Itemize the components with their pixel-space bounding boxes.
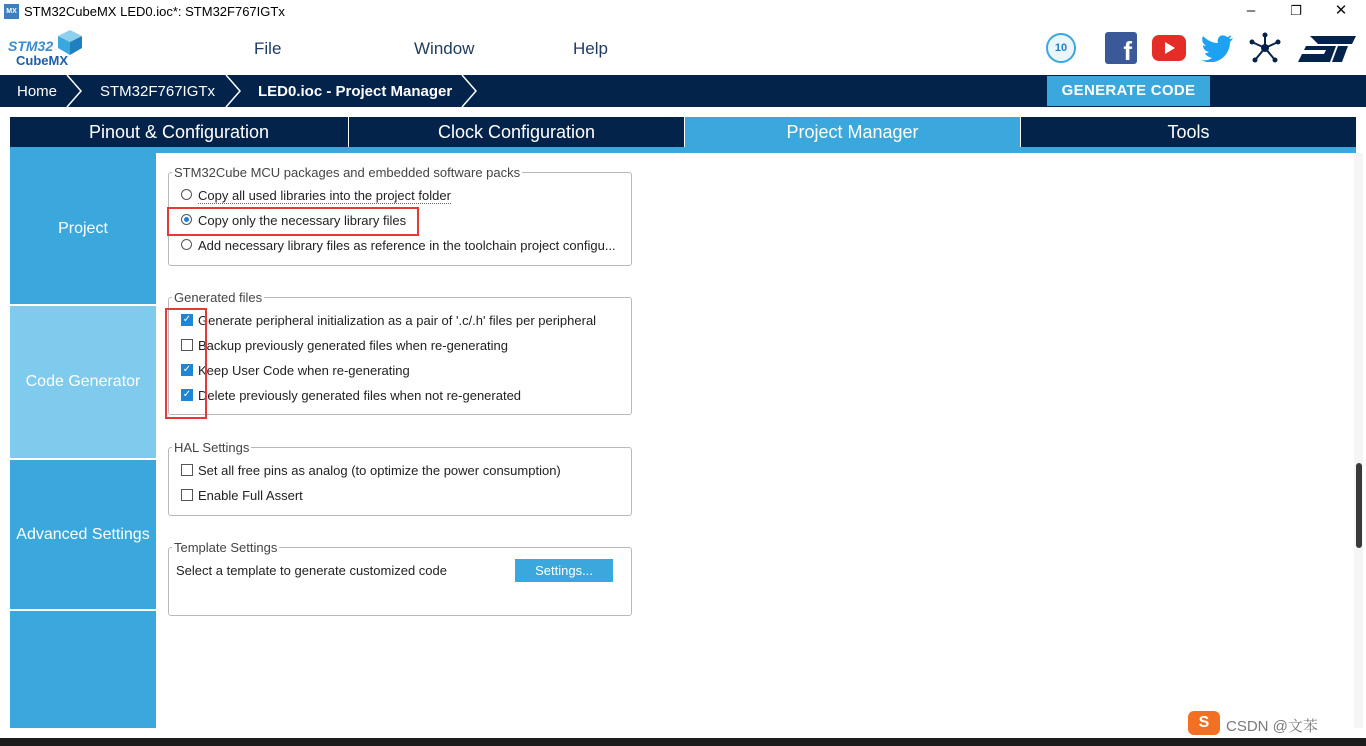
breadcrumb-mcu[interactable]: STM32F767IGTx (100, 83, 216, 100)
minimize-button[interactable]: – (1246, 2, 1256, 19)
chevron-right-icon (223, 75, 243, 107)
radio-copy-all[interactable] (181, 189, 192, 200)
option-free-pins-analog-label[interactable]: Set all free pins as analog (to optimize the power consumption) (198, 463, 561, 478)
checkbox-full-assert[interactable] (181, 489, 193, 501)
logo-line2: CubeMX (16, 53, 68, 68)
sidebar-item-code-generator[interactable]: Code Generator (10, 306, 156, 458)
st-logo-icon[interactable] (1298, 34, 1356, 64)
sogou-s-icon: S (1188, 711, 1220, 735)
checkbox-keep-user-code[interactable]: ✓ (182, 364, 192, 375)
chevron-right-icon (64, 75, 84, 107)
option-backup-label[interactable]: Backup previously generated files when re-generating (198, 338, 509, 353)
close-button[interactable]: ✕ (1334, 2, 1348, 19)
breadcrumb-home[interactable]: Home (17, 83, 58, 100)
stm32cubemx-logo[interactable] (6, 28, 86, 70)
breadcrumb-project[interactable]: LED0.ioc - Project Manager (258, 83, 453, 100)
hal-settings-legend: HAL Settings (174, 440, 250, 455)
taskbar (0, 738, 1366, 746)
sidebar-item-advanced-settings[interactable]: Advanced Settings (10, 460, 156, 609)
mcu-packages-legend: STM32Cube MCU packages and embedded software packs (174, 165, 521, 180)
radio-add-reference[interactable] (181, 239, 192, 250)
option-pair-files-label[interactable]: Generate peripheral initialization as a pair of '.c/.h' files per peripheral (198, 313, 597, 328)
menu-help[interactable]: Help (573, 39, 608, 58)
tab-tools[interactable]: Tools (1021, 117, 1356, 147)
checkbox-pair-files[interactable]: ✓ (182, 314, 192, 325)
tab-underline (10, 147, 1356, 153)
chevron-right-icon (459, 75, 479, 107)
app-icon: MX (4, 4, 19, 19)
tab-pinout[interactable]: Pinout & Configuration (10, 117, 348, 147)
checkbox-delete-previous[interactable]: ✓ (182, 389, 192, 400)
cube-icon (56, 28, 84, 56)
option-copy-necessary-label[interactable]: Copy only the necessary library files (198, 213, 407, 228)
youtube-icon[interactable] (1152, 35, 1186, 61)
option-keep-user-code-label[interactable]: Keep User Code when re-generating (198, 363, 410, 378)
sidebar-empty-area (10, 611, 156, 728)
scrollbar-thumb[interactable] (1356, 463, 1362, 548)
sidebar-item-project[interactable]: Project (10, 153, 156, 304)
twitter-icon[interactable] (1200, 34, 1234, 62)
option-add-reference-label[interactable]: Add necessary library files as reference in the toolchain project configu... (198, 238, 616, 253)
settings-button[interactable]: Settings... (515, 559, 613, 582)
tab-project-manager[interactable]: Project Manager (685, 117, 1020, 147)
template-description: Select a template to generate customized code (176, 563, 447, 578)
highlight-box (165, 308, 207, 419)
option-full-assert-label[interactable]: Enable Full Assert (198, 488, 303, 503)
facebook-icon[interactable]: f (1105, 32, 1137, 64)
window-title: STM32CubeMX LED0.ioc*: STM32F767IGTx (24, 4, 285, 19)
option-copy-all-label[interactable]: Copy all used libraries into the project folder (198, 188, 451, 203)
tab-clock[interactable]: Clock Configuration (349, 117, 684, 147)
highlight-box (167, 207, 419, 236)
maximize-button[interactable]: ❐ (1290, 3, 1302, 18)
generated-files-legend: Generated files (174, 290, 263, 305)
watermark-text: CSDN @文苯 (1226, 718, 1318, 735)
template-settings-legend: Template Settings (174, 540, 278, 555)
scrollbar-track[interactable] (1354, 153, 1363, 728)
menu-file[interactable]: File (254, 39, 282, 58)
hal-settings-group (168, 447, 632, 516)
menu-window[interactable]: Window (414, 39, 475, 58)
checkbox-free-pins-analog[interactable] (181, 464, 193, 476)
anniversary-10-icon[interactable]: 10 (1046, 33, 1076, 63)
logo-line1: STM32 (8, 38, 54, 54)
generate-code-button[interactable]: GENERATE CODE (1047, 76, 1210, 106)
network-icon[interactable] (1249, 32, 1281, 64)
option-delete-previous-label[interactable]: Delete previously generated files when not re-generated (198, 388, 522, 403)
